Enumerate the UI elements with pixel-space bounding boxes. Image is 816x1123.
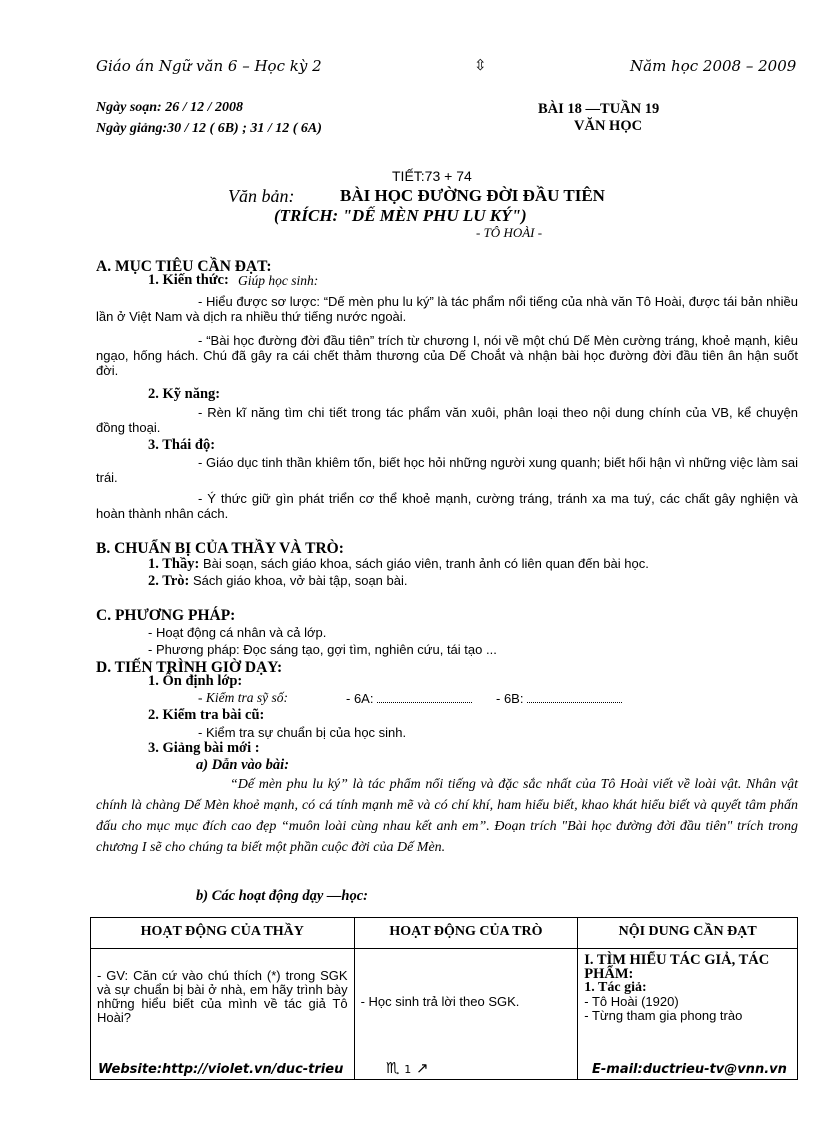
page-number: 1 (404, 1063, 412, 1076)
table-header-teacher: HOẠT ĐỘNG CỦA THẦY (91, 918, 355, 949)
author-name: - TÔ HOÀI - (476, 225, 543, 240)
table-header-student: HOẠT ĐỘNG CỦA TRÒ (354, 918, 578, 949)
intro-label: a) Dẫn vào bài: (196, 757, 290, 773)
subject-label: VĂN HỌC (574, 118, 643, 134)
knowledge-note: Giúp học sinh: (238, 273, 319, 288)
section-d-heading: D. TIẾN TRÌNH GIỜ DẠY: (96, 659, 283, 676)
class-stabilize-label: 1. Ổn định lớp: (148, 673, 243, 689)
activities-label: b) Các hoạt động dạy —học: (196, 888, 368, 904)
old-lesson-label: 2. Kiểm tra bài cũ: (148, 707, 265, 723)
teacher-label: 1. Thầy: (148, 556, 200, 572)
class-6a-blank (377, 701, 472, 703)
knowledge-item-2: - “Bài học đường đời đầu tiên” trích từ chương I, nói về một chú Dế Mèn cường tráng, khoẻ mạnh, kiêu ngạo, hống hách. Chú đã gây ra cái chết thảm thương của Dế Choắt và nhận bài học đường đời đầu tiên ân hận suốt đời. (96, 333, 798, 378)
method-item-1: - Hoạt động cá nhân và cả lớp. (148, 625, 327, 640)
header-arrow-icon: ⇳ (474, 56, 487, 74)
content-heading: I. TÌM HIỂU TÁC GIẢ, TÁC PHẨM: (584, 952, 770, 982)
skill-item-1: - Rèn kĩ năng tìm chi tiết trong tác phẩm văn xuôi, phân loại theo nội dung chính của VB, kể chuyện đồng thoại. (96, 405, 798, 435)
class-6b-label: - 6B: (496, 691, 524, 706)
student-activity-cell: - Học sinh trả lời theo SGK. (354, 949, 578, 1080)
footer-email: E-mail:ductrieu-tv@vnn.vn (592, 1062, 787, 1077)
section-c-heading: C. PHƯƠNG PHÁP: (96, 607, 236, 624)
page-right-icon: ↗ (416, 1059, 429, 1077)
header-left: Giáo án Ngữ văn 6 – Học kỳ 2 (96, 57, 322, 75)
teacher-text: Bài soạn, sách giáo khoa, sách giáo viên, tranh ảnh có liên quan đến bài học. (202, 556, 649, 571)
table-row (91, 949, 798, 1080)
header-right: Năm học 2008 – 2009 (630, 57, 797, 75)
page-left-icon: ♏ (386, 1059, 400, 1077)
table-header-content: NỘI DUNG CẦN ĐẠT (578, 918, 798, 949)
intro-paragraph: “Dế mèn phu lu ký” là tác phẩm nổi tiếng và đặc sắc nhất của Tô Hoài viết về loài vật. Nhân vật chính là chàng Dế Mèn khoẻ mạnh, có cá tính mạnh mẽ và có chí khí, ham hiểu biết, khao khát hiểu biết và quyết tâm phấn đấu cho mục mục đích cao đẹp “muôn loài cùng nhau kết anh em”. Đoạn trích "Bài học đường đời đầu tiên" trích trong chương I sẽ cho chúng ta biết một phần cuộc đời của Dế Mèn. (96, 777, 798, 855)
text-excerpt: (TRÍCH: "DẾ MÈN PHU LU KÝ") (274, 206, 527, 225)
method-item-2: - Phương pháp: Đọc sáng tạo, gợi tìm, nghiên cứu, tái tạo ... (148, 642, 497, 657)
period-label: TIẾT:73 + 74 (392, 168, 472, 184)
old-lesson-text: - Kiểm tra sự chuẩn bị của học sinh. (198, 725, 407, 740)
lesson-label: BÀI 18 —TUẦN 19 (538, 101, 660, 117)
student-label: 2. Trò: (148, 573, 190, 589)
skill-label: 2. Kỹ năng: (148, 386, 221, 402)
class-6a-label: - 6A: (346, 691, 374, 706)
activities-table (90, 917, 798, 1080)
date-taught: Ngày giảng:30 / 12 ( 6B) ; 31 / 12 ( 6A) (96, 121, 322, 136)
table-header-row (91, 918, 798, 949)
section-b-heading: B. CHUẨN BỊ CỦA THẦY VÀ TRÒ: (96, 540, 344, 557)
attitude-item-1: - Giáo dục tinh thần khiêm tốn, biết học hỏi những người xung quanh; biết hối hận vì những việc làm sai trái. (96, 455, 798, 485)
content-line-1: - Tô Hoài (1920) (584, 994, 679, 1009)
knowledge-label: 1. Kiến thức: (148, 272, 229, 288)
attitude-item-2: - Ý thức giữ gìn phát triển cơ thể khoẻ mạnh, cường tráng, tránh xa ma tuý, các chất gây nghiện và hoàn thành nhân cách. (96, 491, 798, 521)
new-lesson-label: 3. Giảng bài mới : (148, 740, 260, 756)
class-6b-blank (527, 701, 622, 703)
attitude-label: 3. Thái độ: (148, 437, 216, 453)
attendance-check: - Kiểm tra sỹ số: (198, 690, 288, 705)
content-subheading: 1. Tác giả: (584, 980, 647, 995)
knowledge-item-1: - Hiểu được sơ lược: “Dế mèn phu lu ký” là tác phẩm nổi tiếng của nhà văn Tô Hoài, được tái bản nhiều lần ở Việt Nam và dịch ra nhiều thứ tiếng nước ngoài. (96, 294, 798, 324)
teacher-activity-cell: - GV: Căn cứ vào chú thích (*) trong SGK và sự chuẩn bị bài ở nhà, em hãy trình bày những hiểu biết của mình về tác giả Tô Hoài? (91, 949, 355, 1080)
footer-website: Website:http://violet.vn/duc-trieu (98, 1062, 344, 1077)
section-a-heading: A. MỤC TIÊU CẦN ĐẠT: (96, 258, 272, 275)
content-line-2: - Từng tham gia phong trào (584, 1008, 743, 1023)
text-title: BÀI HỌC ĐƯỜNG ĐỜI ĐẦU TIÊN (340, 186, 605, 205)
content-cell (578, 949, 798, 1080)
date-prepared: Ngày soạn: 26 / 12 / 2008 (96, 100, 243, 115)
text-label: Văn bản: (228, 186, 295, 206)
student-text: Sách giáo khoa, vở bài tập, soạn bài. (192, 573, 408, 588)
